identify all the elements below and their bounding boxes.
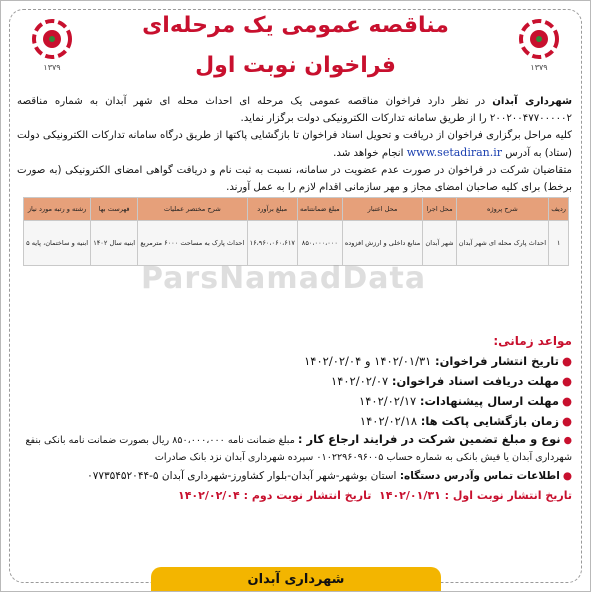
col-header: رشته و رتبه مورد نیاز [24, 198, 91, 221]
table-row [24, 221, 569, 266]
org-name: شهرداری آبدان [492, 96, 572, 107]
bullet-icon: ● [561, 354, 572, 368]
col-header: مبلغ ضمانتنامه [297, 198, 342, 221]
guarantee-item: ●نوع و مبلغ تضمین شرکت در فرایند ارجاع کار : مبلغ ضمانت نامه ۸۵۰،۰۰۰،۰۰۰ ریال بصورت ضمانت نامه بانکی بنفع شهرداری آبدان یا فیش بانکی به شماره حساب ۰۱۰۲۲۹۶۰۹۶۰۰۵ سپرده شهرداری آبدان نزد بانک صادرات [25, 432, 572, 463]
schedule-item: ●زمان بازگشایی پاکت ها: ۱۴۰۲/۰۲/۱۸ [359, 414, 572, 428]
watermark: ParsNamadData [141, 261, 427, 296]
table-header-row [24, 198, 569, 221]
schedule-item: ●مهلت دریافت اسناد فراخوان: ۱۴۰۲/۰۲/۰۷ [331, 374, 572, 388]
intro-text [17, 93, 572, 196]
bullet-icon: ● [561, 394, 572, 408]
intro-paragraph-1: در نظر دارد فراخوان مناقصه عمومی یک مرحله ای احداث محله ای شهر آبدان به شماره مناقصه ۲۰۰۲۰۰۴۷۷۰۰۰۰۰۲ را از طریق سامانه تدارکات الکترونیکی دولت برگزار نماید. [17, 96, 572, 124]
col-header: مبلغ برآورد [247, 198, 297, 221]
contact-item: ●اطلاعات تماس وآدرس دستگاه: استان بوشهر-شهر آبدان-بلوار کشاورز-شهرداری آبدان ۵-۰۷۷۳۵۴۵۲۰۴۴ [87, 470, 572, 482]
table-cell: ابنیه سال ۱۴۰۲ [91, 221, 138, 266]
intro-paragraph-2: کلیه مراحل برگزاری فراخوان از دریافت و تحویل اسناد فراخوان تا بازگشایی پاکتها از طریق درگاه سامانه تدارکات الکترونیکی دولت (ستاد) به آدرس [17, 130, 572, 159]
tender-table [23, 197, 569, 266]
table-cell: ابنیه و ساختمان، پایه ۵ [24, 221, 91, 266]
logo-year: ۱۳۷۹ [530, 63, 548, 72]
bullet-icon: ● [563, 435, 572, 446]
notice-subtitle: فراخوان نوبت اول [195, 53, 396, 78]
publish-dates: تاریخ انتشار نوبت اول : ۱۴۰۲/۰۱/۳۱ تاریخ انتشار نوبت دوم : ۱۴۰۲/۰۲/۰۴ [178, 489, 572, 502]
col-header: فهرست بها [91, 198, 138, 221]
table-cell: احداث پارک به مساحت ۶۰۰۰ مترمربع [138, 221, 247, 266]
intro-paragraph-3: متقاضیان شرکت در فراخوان در صورت عدم عضویت در سامانه، نسبت به ثبت نام و دریافت گواهی امضای الکترونیکی (به صورت برخط) برای کلیه صاحبان امضای مجاز و مهر سازمانی اقدام لازم را به عمل آورند. [17, 165, 572, 193]
bullet-icon: ● [561, 374, 572, 388]
table-cell: ۱۶،۹۶۰،۰۶۰،۶۱۷ [247, 221, 297, 266]
table-cell: منابع داخلی و ارزش افزوده [342, 221, 423, 266]
schedule-item: ●تاریخ انتشار فراخوان: ۱۴۰۲/۰۱/۳۱ و ۱۴۰۲/۰۲/۰۴ [304, 354, 572, 368]
bullet-icon: ● [561, 414, 572, 428]
table-cell: ۸۵۰،۰۰۰،۰۰۰ [297, 221, 342, 266]
col-header: محل اعتبار [342, 198, 423, 221]
table-cell: شهر آبدان [423, 221, 456, 266]
col-header: شرح مختصر عملیات [138, 198, 247, 221]
table-cell: ۱ [549, 221, 569, 266]
bullet-icon: ● [562, 470, 572, 482]
schedule-section [17, 331, 572, 506]
col-header: محل اجرا [423, 198, 456, 221]
schedule-heading: مواعد زمانی: [493, 334, 572, 348]
table-cell: احداث پارک محله ای شهر آبدان [456, 221, 549, 266]
notice-title: مناقصه عمومی یک مرحله‌ای [142, 13, 449, 38]
schedule-item: ●مهلت ارسال پیشنهادات: ۱۴۰۲/۰۲/۱۷ [359, 394, 572, 408]
col-header: شرح پروژه [456, 198, 549, 221]
logo-year: ۱۳۷۹ [43, 63, 61, 72]
footer-banner: شهرداری آبدان [151, 567, 441, 592]
col-header: ردیف [549, 198, 569, 221]
setad-website-link[interactable]: www.setadiran.ir [406, 146, 503, 159]
intro-paragraph-2b: انجام خواهد شد. [333, 148, 404, 159]
